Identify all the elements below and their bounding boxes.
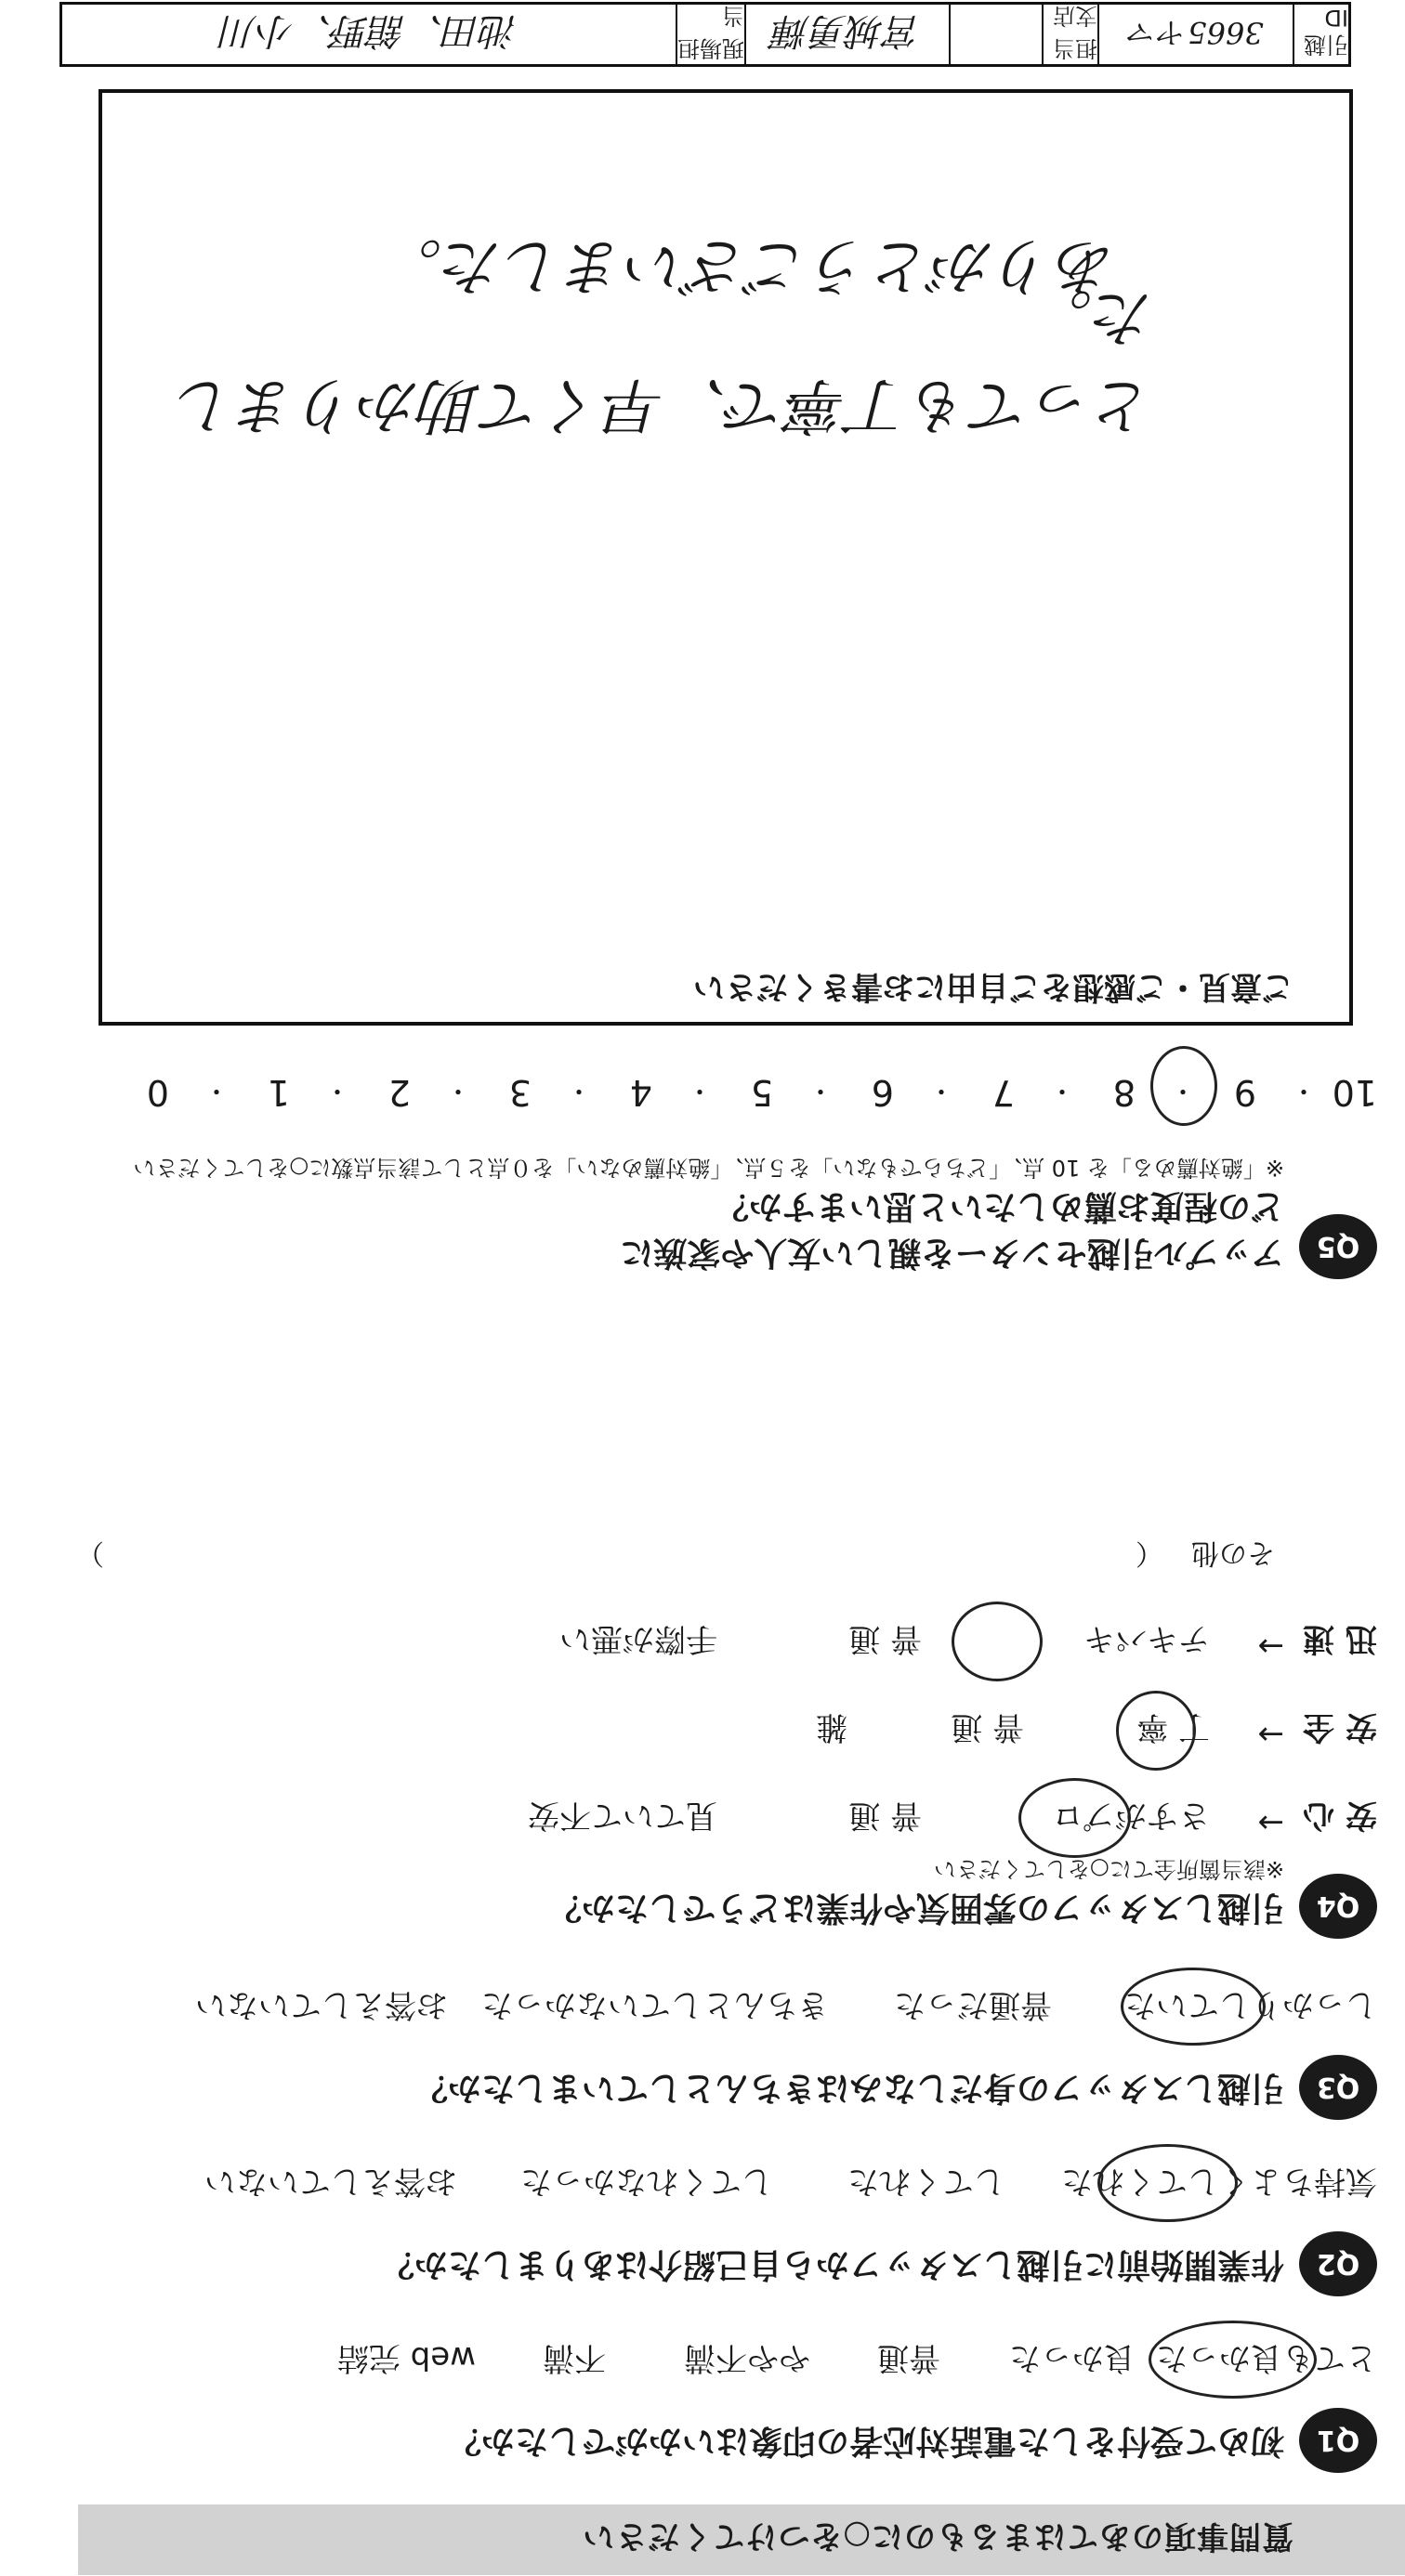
q1-question: 初めて受付をした電話対応者の印象はいかがでしたか？ (447, 2422, 1284, 2460)
q4-option[interactable]: さすがプロ (1052, 1797, 1210, 1834)
q1-option[interactable]: web 完結 (336, 2339, 476, 2376)
q5-question-line2: どの程度お薦めしたいと思いますか？ (715, 1187, 1284, 1225)
q5-score-option[interactable]: 3 (508, 1072, 532, 1113)
staff-names-value: 池田、舘野、小川 (220, 9, 518, 53)
q2-badge: Q2 (1299, 2231, 1377, 2296)
q4-other-label: その他 (1191, 1536, 1275, 1569)
q1-option[interactable]: とても良かった (1156, 2339, 1377, 2376)
q3-option[interactable]: 普通だった (894, 1986, 1052, 2023)
q4-other-close: ） (76, 1536, 104, 1569)
q1-option[interactable]: やや不満 (684, 2339, 810, 2376)
q5-scale-separator: ・ (1290, 1076, 1317, 1106)
q5-scale-separator: ・ (203, 1076, 230, 1106)
q4-selection-circle (1018, 1778, 1131, 1858)
site-leader-value: 宮城勇輝 (744, 5, 949, 64)
q1-option[interactable]: 良かった (1009, 2339, 1136, 2376)
q3-option[interactable]: お答えしていない (195, 1986, 448, 2023)
q4-other-open: （ (1136, 1536, 1163, 1569)
instruction-banner (78, 2504, 1405, 2575)
q5-scale-separator: ・ (323, 1076, 350, 1106)
q5-scale-separator: ・ (1169, 1076, 1196, 1106)
q4-option[interactable]: テキパキ (1083, 1620, 1210, 1657)
q5-score-option[interactable]: 9 (1233, 1072, 1256, 1113)
q4-note: ※該当箇所全てに○をしてください (933, 1856, 1284, 1882)
q4-option[interactable]: 丁 寧 (1136, 1708, 1210, 1746)
q4-row-label: 安 心 (1303, 1797, 1377, 1834)
q4-row-label: 安 全 (1303, 1708, 1377, 1746)
q4-row-arrow: → (1257, 1628, 1284, 1665)
q4-selection-circle (1116, 1691, 1196, 1771)
q2-option[interactable]: してくれなかった (520, 2163, 773, 2200)
q5-score-option[interactable]: 1 (267, 1072, 290, 1113)
q3-option[interactable]: しっかりしていた (1124, 1986, 1377, 2023)
branch-value (949, 5, 1042, 64)
q4-badge: Q4 (1299, 1874, 1377, 1939)
q5-score-option[interactable]: 0 (146, 1072, 169, 1113)
comment-label: ご意見・ご感想をご自由にお書きください (693, 968, 1293, 1005)
q4-option[interactable]: 普 通 (848, 1797, 922, 1834)
q5-score-option[interactable]: 2 (387, 1072, 411, 1113)
q2-option[interactable]: 気持ちよくしてくれた (1061, 2163, 1377, 2200)
comment-handwriting-line1: とっても丁寧で、早くて助かりました。 (175, 281, 1154, 441)
q4-option[interactable]: 雑 (816, 1708, 847, 1746)
q2-option[interactable]: お答えしていない (204, 2163, 457, 2200)
q5-scale-separator: ・ (686, 1076, 713, 1106)
q5-score-option[interactable]: 4 (629, 1072, 652, 1113)
q3-option[interactable]: きちんとしていなかった (481, 1986, 829, 2023)
instruction-text: 質問事項のあてはまるものに○をつけてください (582, 2517, 1293, 2555)
q5-score-option[interactable]: 7 (991, 1072, 1015, 1113)
q3-badge: Q3 (1299, 2055, 1377, 2120)
q5-question-line1: アップル引越センターを親しい友人や家族に (620, 1234, 1284, 1272)
comment-handwriting-line2: ありがとうございました。 (381, 230, 1117, 302)
q4-option[interactable]: 手際が悪い (559, 1620, 717, 1657)
q5-score-option[interactable]: 10 (1332, 1072, 1377, 1113)
q5-scale-separator: ・ (565, 1076, 592, 1106)
q2-question: 作業開始前に引越しスタッフから自己紹介はありましたか？ (380, 2245, 1284, 2283)
q1-option[interactable]: 普通 (877, 2339, 940, 2376)
q5-selection-circle (1150, 1046, 1217, 1126)
q4-option[interactable]: 見ていて不安 (528, 1797, 717, 1834)
move-id-label: 引越 ID (1293, 5, 1348, 64)
q5-scale-separator: ・ (807, 1076, 834, 1106)
staff-header-table (59, 2, 1351, 67)
q3-question: 引越しスタッフの身だしなみはきちんとしていましたか？ (414, 2069, 1284, 2107)
q4-row-arrow: → (1257, 1804, 1284, 1841)
branch-label: 担当支店 (1042, 5, 1097, 64)
q5-scale-separator: ・ (444, 1076, 471, 1106)
q5-scale-separator: ・ (927, 1076, 954, 1106)
q1-option[interactable]: 不満 (543, 2339, 606, 2376)
q4-option[interactable]: 普 通 (848, 1620, 922, 1657)
q5-score-option[interactable]: 8 (1112, 1072, 1136, 1113)
q5-note: ※「絶対薦める」を 10 点、「どちらでもない」を５点、「絶対薦めない」を０点として該当点数に○をしてください (133, 1155, 1284, 1181)
q1-selection-circle (1149, 2321, 1317, 2399)
q4-selection-circle (952, 1602, 1043, 1681)
q2-selection-circle (1097, 2144, 1238, 2222)
q4-row-label: 迅 速 (1303, 1620, 1377, 1657)
q4-row-arrow: → (1257, 1716, 1284, 1753)
q5-score-option[interactable]: 5 (750, 1072, 773, 1113)
q4-option[interactable]: 普 通 (951, 1708, 1024, 1746)
q5-scale-separator: ・ (1048, 1076, 1075, 1106)
q1-badge: Q1 (1299, 2408, 1377, 2473)
q2-option[interactable]: してくれた (847, 2163, 1005, 2200)
comment-box[interactable] (98, 89, 1353, 1026)
q4-question: 引越しスタッフの雰囲気や作業はどうでしたか？ (547, 1889, 1284, 1927)
q5-badge: Q5 (1299, 1214, 1377, 1279)
site-leader-label: 現場担当 (676, 5, 744, 64)
q3-selection-circle (1121, 1968, 1266, 2046)
q5-score-option[interactable]: 6 (871, 1072, 894, 1113)
move-id-value: 3665ヤマ (1097, 5, 1293, 64)
